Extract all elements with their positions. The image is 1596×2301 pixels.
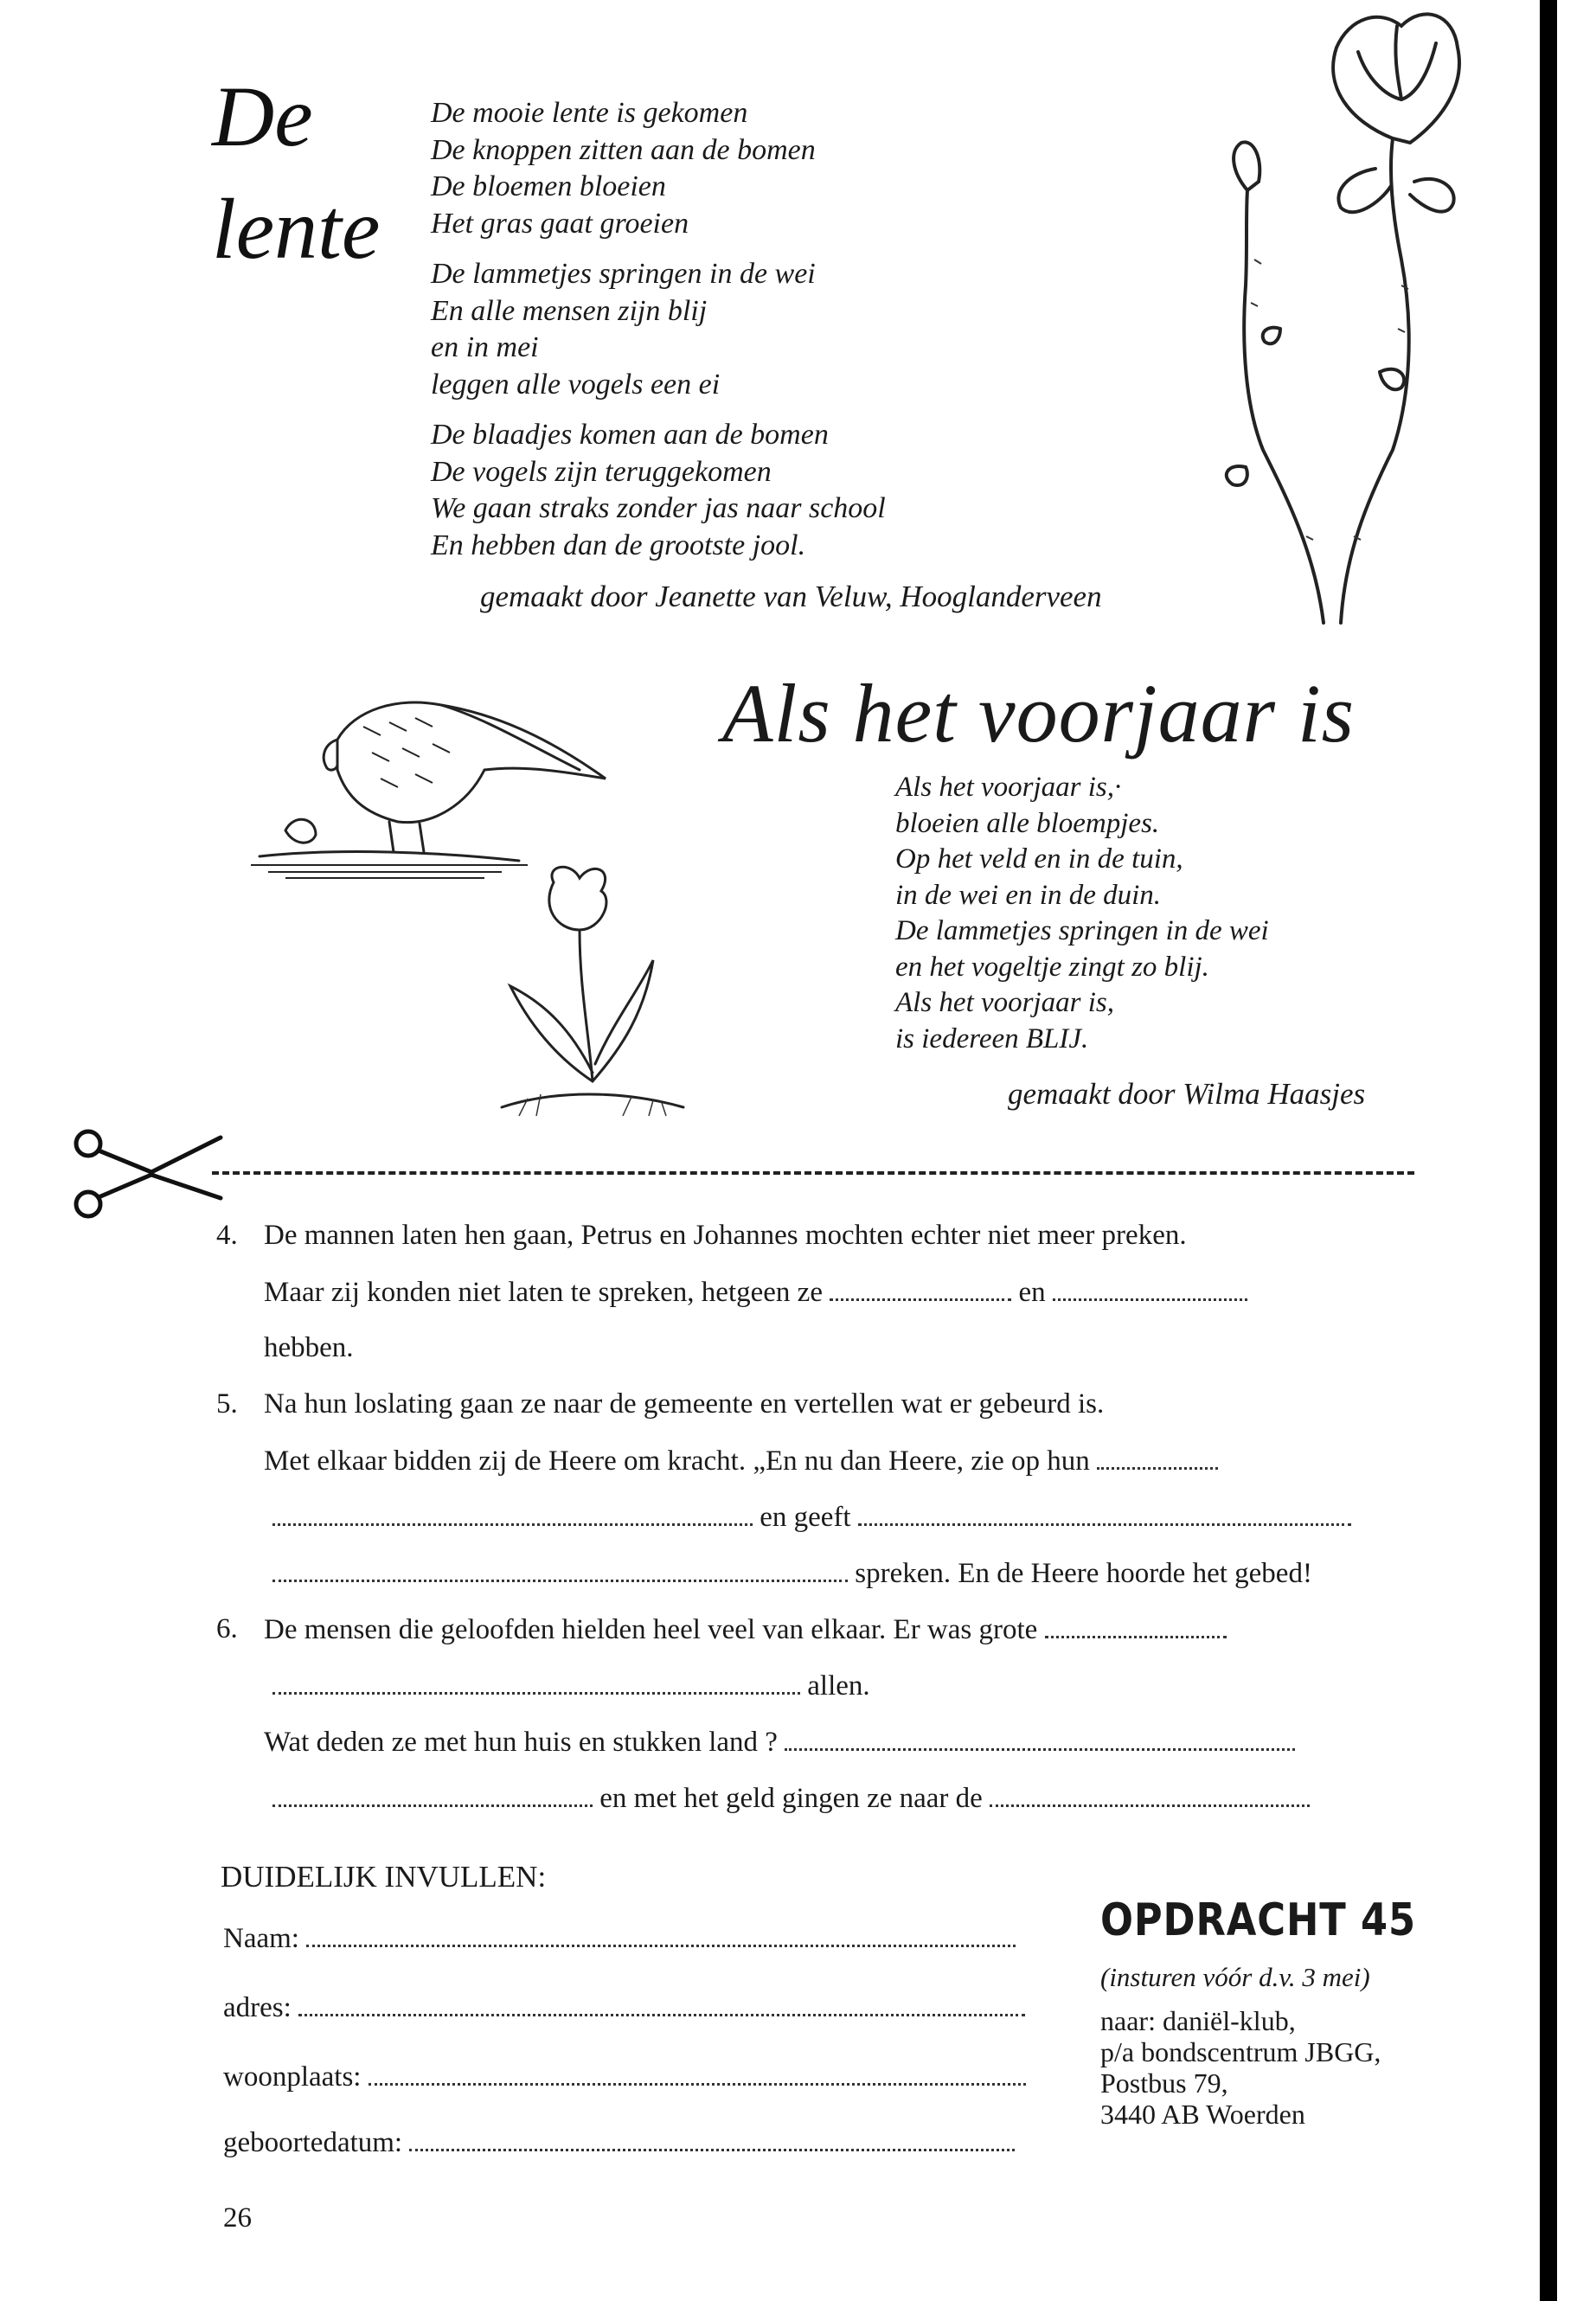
q4-line3: hebben. [264,1332,354,1363]
tulip-illustration [450,856,709,1125]
birthdate-input[interactable] [409,2126,1015,2151]
answer-blank[interactable] [272,1670,800,1695]
bird-illustration [234,675,623,882]
q6-line4 [272,1782,1310,1815]
poem2-title: Als het voorjaar is [722,667,1355,760]
name-input[interactable] [306,1922,1016,1947]
assignment-title: OPDRACHT 45 [1100,1894,1416,1946]
assignment-deadline: (insturen vóór d.v. 3 mei) [1100,1962,1370,1992]
q5-line4-text: spreken. En de Heere hoorde het gebed! [855,1558,1312,1589]
q5-line1: Na hun loslating gaan ze naar de gemeente en vertellen wat er gebeurd is. [264,1388,1105,1420]
q4-line1: De mannen laten hen gaan, Petrus en Johannes mochten echter niet meer preken. [264,1220,1187,1251]
poem-line: En hebben dan de grootste jool. [431,529,806,561]
question-number: 6. [216,1613,238,1644]
form-heading: DUIDELIJK INVULLEN: [221,1860,547,1894]
q6-line1 [264,1613,1227,1646]
q5-line4 [272,1557,1312,1590]
answer-blank[interactable] [1097,1445,1218,1470]
question-number: 5. [216,1388,238,1420]
q5-line2-text: Met elkaar bidden zij de Heere om kracht. „En nu dan Heere, zie op hun [264,1445,1090,1477]
answer-blank[interactable] [785,1726,1295,1751]
poem-line: en het vogeltje zingt zo blij. [895,951,1209,983]
name-field[interactable] [223,1922,1016,1955]
poem-line: De blaadjes komen aan de bomen [431,419,829,451]
answer-blank[interactable] [272,1501,753,1526]
answer-blank[interactable] [830,1276,1011,1301]
poem-line: De lammetjes springen in de wei [431,258,816,290]
poem-line: Het gras gaat groeien [431,207,689,240]
answer-blank[interactable] [1053,1276,1247,1301]
poem-line: De mooie lente is gekomen [431,97,748,129]
address-line: p/a bondscentrum JBGG, [1100,2036,1381,2067]
poem-line: De bloemen bloeien [431,170,666,202]
poem-line: bloeien alle bloempjes. [895,807,1160,839]
answer-blank[interactable] [858,1501,1351,1526]
city-input[interactable] [369,2061,1026,2086]
poem-line: De lammetjes springen in de wei [895,915,1269,946]
q6-line2 [272,1670,870,1702]
q4-line2 [264,1276,1247,1309]
answer-blank[interactable] [272,1557,848,1582]
cut-line[interactable] [212,1171,1414,1175]
q6-line2-text: allen. [807,1670,870,1702]
answer-blank[interactable] [990,1782,1310,1807]
scissors-icon[interactable] [69,1125,225,1220]
address-input[interactable] [298,1991,1025,2016]
q6-line3-text: Wat deden ze met hun huis en stukken land ? [264,1727,778,1758]
page-edge [1540,0,1557,2301]
address-label: adres: [223,1992,292,2023]
address-field[interactable] [223,1991,1025,2024]
poem-line: Als het voorjaar is,· [895,772,1122,803]
poem-line: En alle mensen zijn blij [431,294,708,327]
poem1-author: gemaakt door Jeanette van Veluw, Hooglanderveen [480,580,1102,613]
answer-blank[interactable] [1045,1613,1227,1638]
city-field[interactable] [223,2061,1026,2093]
answer-blank[interactable] [272,1782,593,1807]
assignment-address [1100,2005,1381,2130]
poem-line: De knoppen zitten aan de bomen [431,133,816,166]
poem1-body [431,95,886,564]
branch-illustration [1194,0,1479,631]
birthdate-field[interactable] [223,2126,1015,2159]
poem2-body [895,770,1269,1057]
question-number: 4. [216,1220,238,1251]
poem-line: leggen alle vogels een ei [431,368,721,401]
poem1-title-lente: lente [212,181,381,277]
city-label: woonplaats: [223,2061,362,2093]
poem-line: in de wei en in de duin. [895,879,1162,911]
q5-line2 [264,1445,1218,1477]
q4-line2-and: en [1018,1277,1046,1308]
q4-line2-text: Maar zij konden niet laten te spreken, hetgeen ze [264,1277,823,1308]
address-line: Postbus 79, [1100,2067,1228,2099]
q5-line3-text: en geeft [760,1502,851,1533]
birthdate-label: geboortedatum: [223,2127,403,2158]
q6-line3 [264,1726,1295,1759]
name-label: Naam: [223,1923,299,1954]
page-number: 26 [223,2202,252,2234]
poem-line: is iedereen BLIJ. [895,1022,1089,1054]
poem1-title-de: De [212,68,313,164]
address-line: 3440 AB Woerden [1100,2099,1305,2130]
q6-line4-text: en met het geld gingen ze naar de [599,1783,983,1814]
poem-line: De vogels zijn teruggekomen [431,455,772,488]
poem-line: Als het voorjaar is, [895,987,1114,1018]
poem-line: We gaan straks zonder jas naar school [431,492,886,524]
poem-line: en in mei [431,331,539,363]
poem-line: Op het veld en in de tuin, [895,843,1183,875]
q6-line1-text: De mensen die geloofden hielden heel veel van elkaar. Er was grote [264,1614,1038,1645]
q5-line3 [272,1501,1351,1534]
poem2-author: gemaakt door Wilma Haasjes [1008,1077,1366,1111]
address-line: naar: daniël-klub, [1100,2005,1296,2036]
